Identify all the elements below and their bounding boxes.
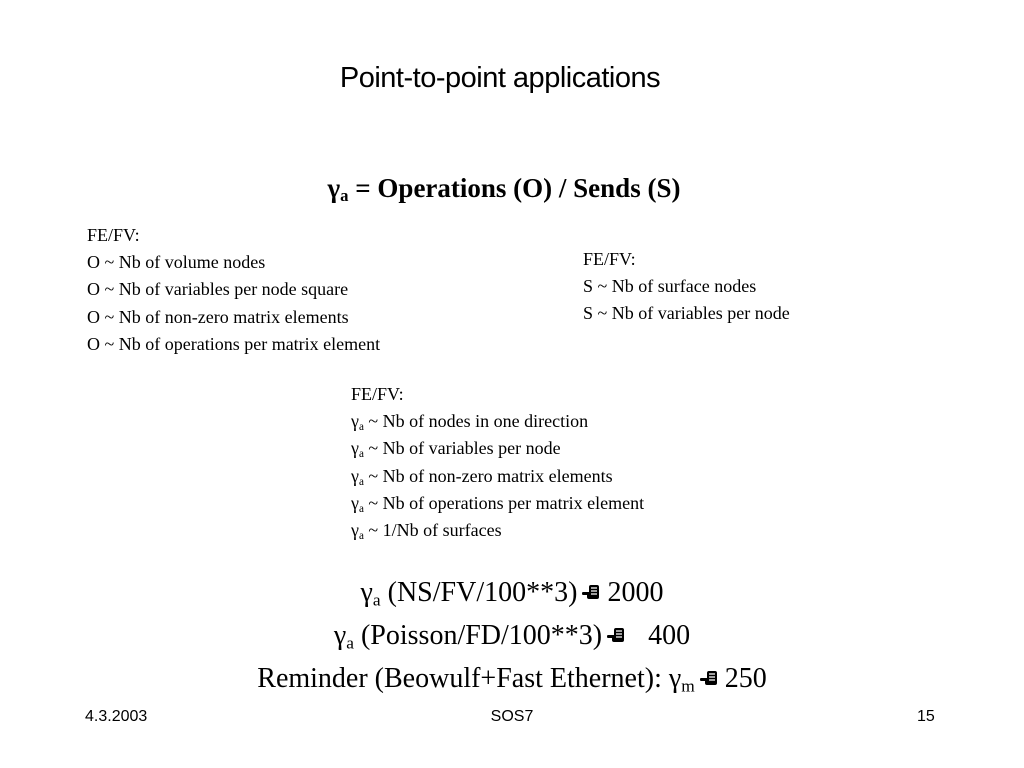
gamma-symbol: γ: [360, 577, 373, 608]
sends-heading: FE/FV:: [583, 249, 636, 269]
list-item: [351, 490, 644, 517]
gamma-subscript: a: [358, 529, 364, 542]
list-item: O ~ Nb of variables per node square: [87, 279, 349, 300]
gamma-subscript: a: [358, 475, 364, 488]
operations-heading: FE/FV:: [87, 225, 140, 245]
list-item: [351, 435, 644, 462]
sends-block: [583, 246, 790, 328]
result-text: (NS/FV/100**3): [380, 577, 578, 608]
gamma-symbol: γ: [351, 519, 359, 540]
pointing-hand-icon: [699, 668, 719, 688]
operations-block: [87, 222, 380, 358]
list-item-text: ~ Nb of operations per matrix element: [363, 492, 645, 513]
result-line: [0, 571, 1024, 614]
gamma-symbol: γ: [333, 620, 347, 651]
gamma-block: [351, 381, 644, 544]
results-block: [0, 571, 1024, 700]
result-text: (Poisson/FD/100**3): [353, 620, 603, 651]
list-item: O ~ Nb of volume nodes: [87, 252, 266, 273]
result-value: 250: [724, 663, 767, 694]
list-item-text: ~ Nb of non-zero matrix elements: [363, 465, 613, 486]
slide-title: Point-to-point applications: [339, 62, 661, 94]
gamma-symbol: γ: [327, 173, 341, 203]
list-item: [351, 408, 644, 435]
result-prefix: Reminder (Beowulf+Fast Ethernet):: [257, 663, 669, 694]
footer-date: 4.3.2003: [85, 708, 148, 725]
gamma-subscript: a: [346, 633, 354, 653]
gamma-subscript: a: [358, 502, 364, 515]
gamma-symbol: γ: [351, 465, 359, 486]
list-item: S ~ Nb of variables per node: [583, 303, 790, 324]
footer-center: SOS7: [490, 708, 534, 725]
gamma-symbol: γ: [351, 492, 359, 513]
page-number: 15: [917, 708, 935, 725]
list-item: [351, 463, 644, 490]
list-item-text: ~ Nb of nodes in one direction: [363, 411, 589, 432]
list-item: S ~ Nb of surface nodes: [583, 276, 757, 297]
gamma-heading: FE/FV:: [351, 384, 404, 404]
formula-text: = Operations (O) / Sends (S): [348, 173, 681, 203]
list-item: O ~ Nb of operations per matrix element: [87, 333, 381, 354]
gamma-subscript: m: [681, 676, 695, 696]
result-value: 400: [648, 620, 691, 651]
gamma-symbol: γ: [351, 411, 359, 432]
pointing-hand-icon: [606, 625, 626, 645]
gamma-definition-formula: [0, 173, 1008, 204]
result-value: 2000: [607, 577, 664, 608]
result-line: [0, 657, 1024, 700]
gamma-subscript: a: [358, 448, 364, 461]
pointing-hand-icon: [581, 582, 601, 602]
gamma-symbol: γ: [351, 438, 359, 459]
gamma-subscript: a: [358, 420, 364, 433]
gamma-subscript: a: [340, 186, 349, 206]
gamma-symbol: γ: [668, 663, 682, 694]
gamma-subscript: a: [372, 590, 381, 610]
list-item: O ~ Nb of non-zero matrix elements: [87, 306, 349, 327]
result-line: [0, 614, 1024, 657]
list-item-text: ~ 1/Nb of surfaces: [363, 519, 502, 540]
list-item: [351, 517, 644, 544]
list-item-text: ~ Nb of variables per node: [363, 438, 561, 459]
